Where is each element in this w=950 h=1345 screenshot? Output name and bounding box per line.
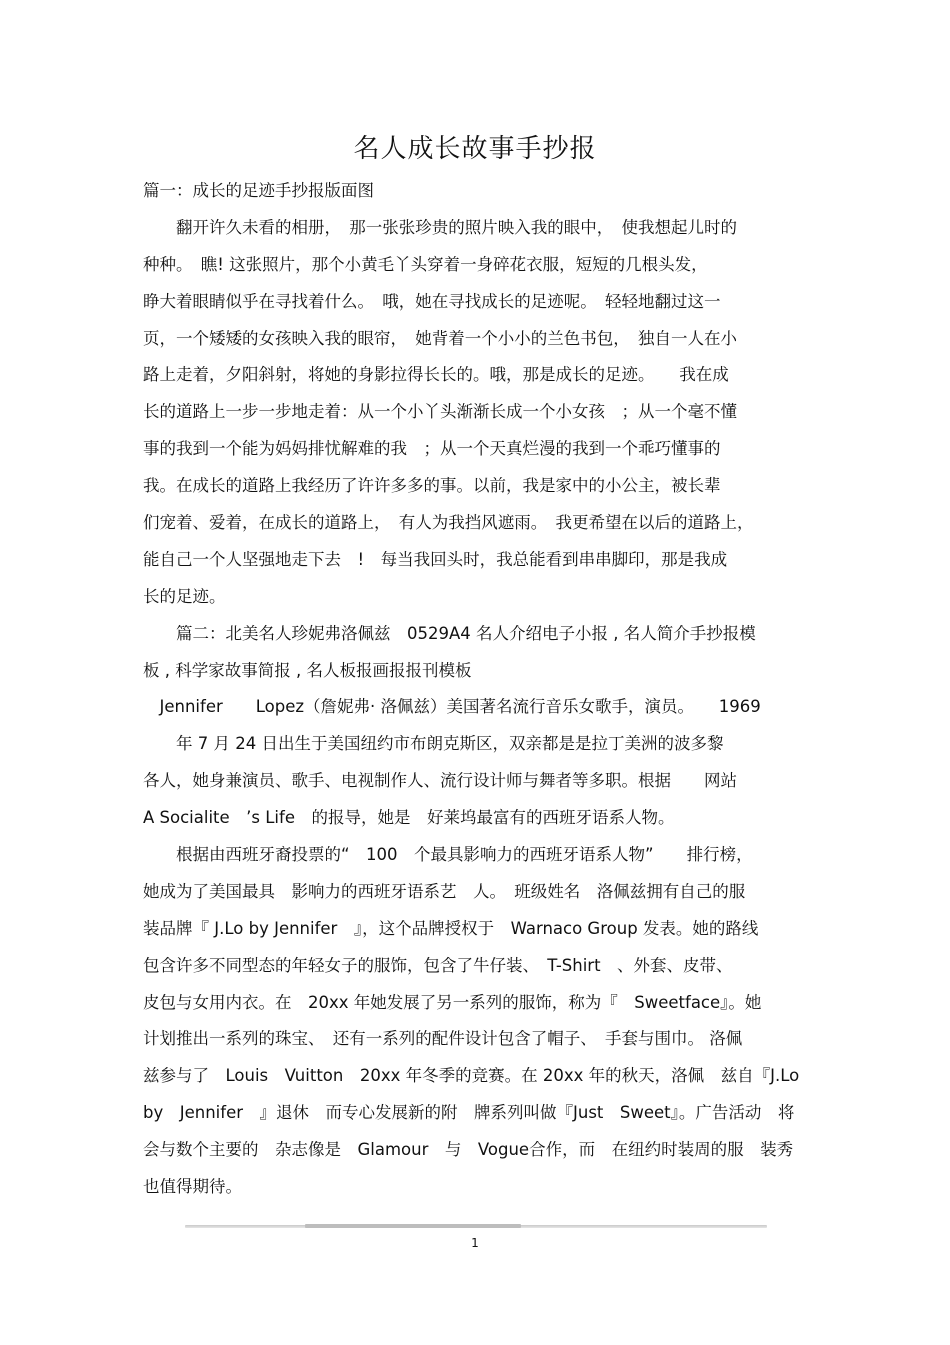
text-line: 页，一个矮矮的女孩映入我的眼帘， 她背着一个小小的兰色书包， 独自一人在小: [143, 328, 737, 348]
text-line: 年 7 月 24 日出生于美国纽约市布朗克斯区，双亲都是是拉丁美洲的波多黎: [143, 734, 724, 754]
text-line: 装品牌『 J.Lo by Jennifer 』，这个品牌授权于 Warnaco Group 发表。她的路线: [143, 918, 759, 938]
text-line: 我。在成长的道路上我经历了许许多多的事。以前，我是家中的小公主，被长辈: [143, 476, 721, 496]
text-line: 事的我到一个能为妈妈排忧解难的我 ；从一个天真烂漫的我到一个乖巧懂事的: [143, 439, 721, 459]
text-line: 她成为了美国最具 影响力的西班牙语系艺 人。 班级姓名 洛佩兹拥有自己的服: [143, 881, 746, 901]
text-line: 翻开许久未看的相册， 那一张张珍贵的照片映入我的眼中， 使我想起儿时的: [143, 217, 737, 237]
text-line: 睁大着眼睛似乎在寻找着什么。 哦，她在寻找成长的足迹呢。 轻轻地翻过这一: [143, 291, 721, 311]
text-line: 长的道路上一步一步地走着：从一个小丫头渐渐长成一个小女孩 ；从一个毫不懂: [143, 402, 737, 422]
text-line: 能自己一个人坚强地走下去 ! 每当我回头时，我总能看到串串脚印，那是我成: [143, 549, 728, 569]
text-line: 篇二：北美名人珍妮弗洛佩兹 0529A4 名人介绍电子小报 , 名人简介手抄报模: [143, 623, 756, 643]
text-line: 计划推出一系列的珠宝、 还有一系列的配件设计包含了帽子、 手套与围巾。 洛佩: [143, 1029, 743, 1049]
text-line: 篇一：成长的足迹手抄报版面图: [143, 181, 374, 200]
text-line: 根据由西班牙裔投票的“ 100 个最具影响力的西班牙语系人物” 排行榜，: [143, 845, 753, 865]
text-line: 路上走着，夕阳斜射，将她的身影拉得长长的。哦，那是成长的足迹。 我在成: [143, 365, 729, 385]
body-text: [143, 178, 809, 1211]
text-line: by Jennifer 』退休 而专心发展新的附 牌系列叫做『Just Sweet』。广告活动 将: [143, 1103, 795, 1123]
text-line: 板 , 科学家故事简报 , 名人板报画报报刊模板: [143, 660, 472, 680]
text-line: 种种。 瞧! 这张照片，那个小黄毛丫头穿着一身碎花衣服，短短的几根头发，: [143, 254, 708, 274]
footer-divider-center: [305, 1224, 521, 1228]
text-line: 们宠着、爱着，在成长的道路上， 有人为我挡风遮雨。 我更希望在以后的道路上，: [143, 513, 754, 533]
text-line: 兹参与了 Louis Vuitton 20xx 年冬季的竞赛。在 20xx 年的秋天，洛佩 兹自『J.Lo: [143, 1066, 800, 1086]
page-number: 1: [471, 1236, 479, 1250]
text-line: Jennifer Lopez（詹妮弗· 洛佩兹）美国著名流行音乐女歌手，演员。 1969: [143, 697, 761, 717]
document-title: 名人成长故事手抄报: [353, 134, 597, 164]
text-line: 包含许多不同型态的年轻女子的服饰，包含了牛仔装、 T-Shirt 、外套、皮带、: [143, 955, 733, 975]
text-line: 也值得期待。: [143, 1177, 242, 1197]
text-line: 各人，她身兼演员、歌手、电视制作人、流行设计师与舞者等多职。根据 网站: [143, 771, 737, 791]
text-line: 长的足迹。: [143, 586, 226, 606]
text-line: 会与数个主要的 杂志像是 Glamour 与 Vogue合作，而 在纽约时装周的服 装秀: [143, 1140, 794, 1160]
text-line: 皮包与女用内衣。在 20xx 年她发展了另一系列的服饰，称为『 Sweetface』。她: [143, 992, 762, 1012]
text-line: A Socialite ’s Life 的报导，她是 好莱坞最富有的西班牙语系人物。: [143, 808, 675, 828]
